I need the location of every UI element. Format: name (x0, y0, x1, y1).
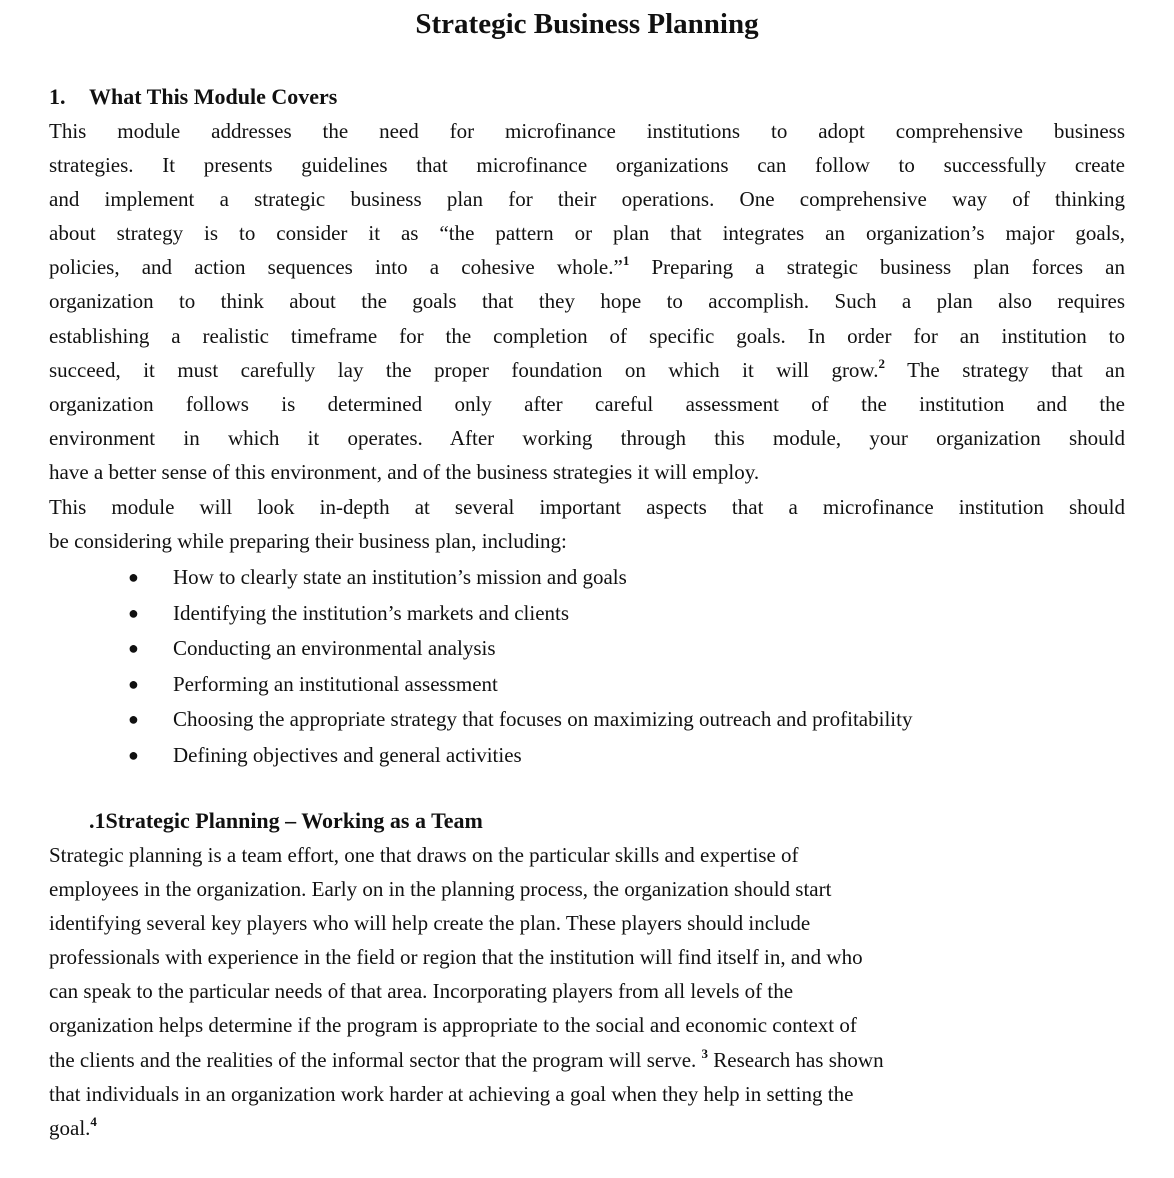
list-item-text: Conducting an environmental analysis (173, 636, 496, 660)
paragraph-line: professionals with experience in the field or region that the institution will find itself in, and who (49, 945, 863, 970)
bullet-icon: ● (128, 602, 139, 623)
bullet-icon: ● (128, 567, 139, 587)
paragraph-line (49, 1111, 1125, 1145)
paragraph-line-text: Preparing a strategic business plan forces an (629, 255, 1125, 280)
section-number: 1. (49, 84, 66, 109)
paragraph-line-text: goal. (49, 1115, 91, 1140)
intro-paragraph (49, 114, 1125, 489)
paragraph-line: This module will look in-depth at several important aspects that a microfinance institution should (49, 495, 1125, 519)
footnote-marker: 4 (90, 1113, 97, 1129)
section-heading-text: What This Module Covers (89, 84, 338, 109)
bullet-icon: ● (128, 744, 139, 765)
paragraph-line-text: Research has shown (713, 1047, 884, 1072)
paragraph-line: organization follows is determined only after careful assessment of the institution and the (49, 391, 1125, 416)
paragraph-line-text: The strategy that an (885, 357, 1126, 382)
footnote-marker: 3 (701, 1045, 709, 1061)
paragraph-line: that individuals in an organization work harder at achieving a goal when they help in setting the (49, 1081, 854, 1106)
list-item-text: Identifying the institution’s markets and clients (173, 600, 570, 625)
paragraph-line: strategies. It presents guidelines that microfinance organizations can follow to successfully create (49, 153, 1125, 178)
paragraph-line: environment in which it operates. After working through this module, your organization should (49, 425, 1125, 450)
paragraph-line-text: the clients and the realities of the informal sector that the program will serve. (49, 1047, 697, 1072)
list-item (0, 667, 912, 703)
footnote-marker: 1 (622, 253, 630, 269)
document-title: Strategic Business Planning (415, 8, 759, 40)
aspects-list (0, 560, 912, 773)
list-item-text: Choosing the appropriate strategy that focuses on maximizing outreach and profitability (173, 707, 913, 731)
paragraph-line: employees in the organization. Early on in the planning process, the organization should start (49, 877, 832, 902)
paragraph-line: establishing a realistic timeframe for the completion of specific goals. In order for an institution to (49, 323, 1125, 348)
paragraph-line: and implement a strategic business plan for their operations. One comprehensive way of thinking (49, 187, 1125, 212)
paragraph-line (49, 1043, 1125, 1077)
paragraph-line-text: succeed, it must carefully lay the proper foundation on which it will grow. (49, 357, 879, 382)
footnote-marker: 2 (878, 355, 885, 371)
paragraph-line: Strategic planning is a team effort, one that draws on the particular skills and expertise of (49, 843, 799, 867)
paragraph-line: have a better sense of this environment, and of the business strategies it will employ. (49, 459, 760, 484)
bullet-icon: ● (128, 673, 139, 694)
list-item (0, 702, 912, 738)
subsection-heading: .1Strategic Planning – Working as a Team (89, 808, 483, 833)
aspects-paragraph (49, 490, 1125, 558)
paragraph-line: This module addresses the need for microfinance institutions to adopt comprehensive business (49, 119, 1125, 143)
list-item (0, 631, 912, 667)
paragraph-line (49, 353, 1125, 387)
paragraph-line: organization helps determine if the program is appropriate to the social and economic context of (49, 1013, 857, 1038)
list-item-text: Defining objectives and general activities (173, 742, 522, 767)
paragraph-line (49, 250, 1125, 284)
paragraph-line: identifying several key players who will help create the plan. These players should include (49, 911, 811, 936)
list-item (0, 596, 912, 632)
paragraph-line: can speak to the particular needs of that area. Incorporating players from all levels of the (49, 979, 794, 1004)
team-paragraph (49, 838, 1125, 1145)
list-item-text: Performing an institutional assessment (173, 671, 498, 696)
bullet-icon: ● (128, 638, 139, 658)
list-item (0, 738, 912, 774)
paragraph-line: organization to think about the goals that they hope to accomplish. Such a plan also requires (49, 289, 1125, 314)
list-item-text: How to clearly state an institution’s mission and goals (173, 565, 627, 589)
paragraph-line-text: policies, and action sequences into a cohesive whole.” (49, 255, 623, 280)
bullet-icon: ● (128, 709, 139, 729)
section-heading (49, 80, 337, 114)
paragraph-line: about strategy is to consider it as “the pattern or plan that integrates an organization’s major goals, (49, 221, 1125, 246)
list-item (0, 560, 912, 596)
paragraph-line: be considering while preparing their business plan, including: (49, 529, 567, 554)
